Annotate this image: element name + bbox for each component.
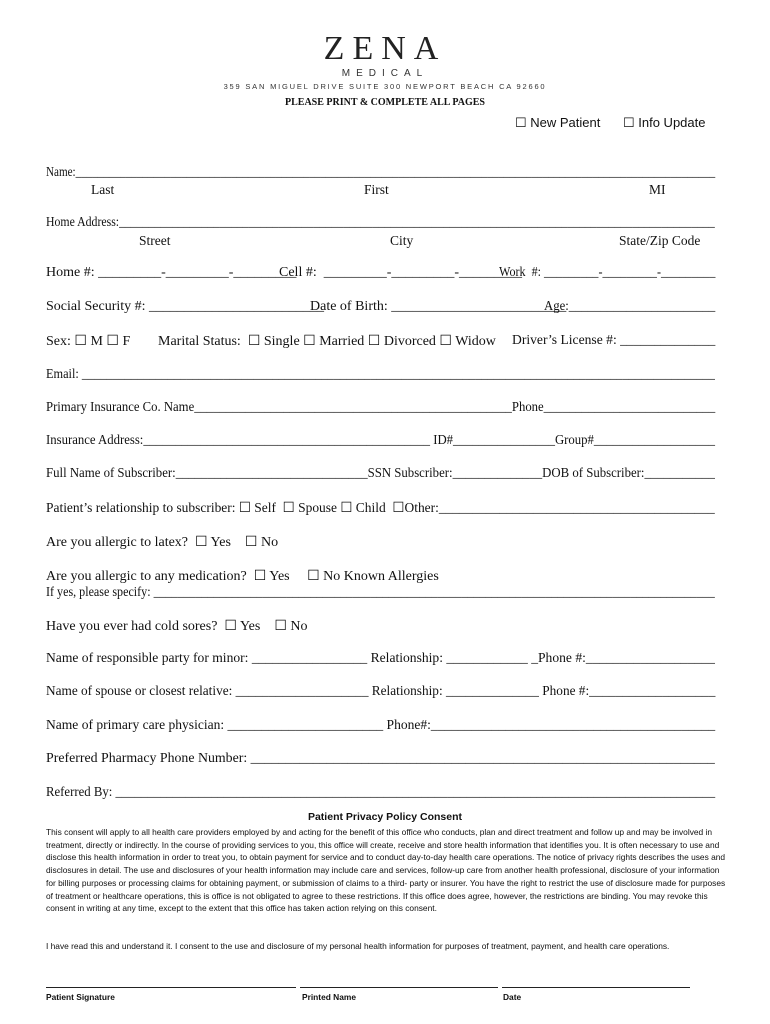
name-first-label: First <box>364 182 389 197</box>
address-state-zip-label: State/Zip Code <box>619 233 701 248</box>
privacy-policy-body: This consent will apply to all health care providers employed by and acting for the benefit of this office who conducts, plan and direct treatment and follow up and may be involved in treatment, directly or indirectly. In the course of providing services to you, this office will create, receive and store health information that identifies you. It is often necessary to use and disclose this health information in order to treat you, to obtain payment for service and to conduct day-to-day health care operations. The notice of privacy rights describes the uses and disclosures in detail. The use and disclosures of your health information may include care and services, follow-up care from another health professional, disclosure of your information for billing purposes or processing claims for obtaining payment, or submission of claims to a third- party or insurer. You have the right to restrict the use of disclosure made for purposes of treatment or healthcare operations, this is office is not obligated to agree to these restrictions. If this office does agree, however, the restrictions are binding. You may revoke this consent in writing at any time, except to the extent that this office has taken action relying on this consent. <box>46 827 726 914</box>
drivers-license-field[interactable]: Driver’s License #: ______________ <box>512 333 716 348</box>
printed-name-line[interactable] <box>300 987 498 988</box>
ssn-field[interactable]: Social Security #: _________________________ <box>46 299 325 314</box>
primary-physician-field[interactable]: Name of primary care physician: _______________________ Phone#:__________________________________________ <box>46 718 716 733</box>
printed-name-label: Printed Name <box>302 992 356 1002</box>
medication-allergy-checkboxes[interactable]: Are you allergic to any medication? ☐ Yes ☐ No Known Allergies <box>46 569 439 584</box>
new-patient-checkbox[interactable]: ☐ New Patient <box>515 115 601 130</box>
primary-insurance-field[interactable]: Primary Insurance Co. Name__________________________________________________Phone___________________________ <box>46 400 716 415</box>
address-street-label: Street <box>139 233 171 248</box>
print-instructions: PLEASE PRINT & COMPLETE ALL PAGES <box>285 97 485 108</box>
dob-field[interactable]: Date of Birth: _________________________ <box>310 299 567 314</box>
date-line[interactable] <box>502 987 690 988</box>
patient-signature-label: Patient Signature <box>46 992 115 1002</box>
subscriber-field[interactable]: Full Name of Subscriber:______________________________SSN Subscriber:______________DOB of Subscriber:___________ <box>46 466 715 481</box>
medication-specify-field[interactable]: If yes, please specify: _____________________________________________________________________________________________ <box>46 585 715 600</box>
address-city-label: City <box>390 233 414 248</box>
home-address-field[interactable]: Home Address:_____________________________________________________________________________________________________ <box>46 215 715 230</box>
email-field[interactable]: Email: _______________________________________________________________________________________________________ <box>46 367 715 382</box>
referred-by-field[interactable]: Referred By: ______________________________________________________________________________________________ <box>46 785 716 800</box>
responsible-party-field[interactable]: Name of responsible party for minor: _________________ Relationship: ____________ _Phone #:___________________ <box>46 651 715 666</box>
logo-subtitle: MEDICAL <box>341 68 429 79</box>
insurance-address-field[interactable]: Insurance Address:_____________________________________________ ID#________________Group#___________________ <box>46 433 715 448</box>
cold-sores-checkboxes[interactable]: Have you ever had cold sores? ☐ Yes ☐ No <box>46 619 308 634</box>
privacy-policy-title: Patient Privacy Policy Consent <box>307 811 463 823</box>
work-phone-field[interactable]: Work #: _________-_________-_________ <box>499 265 716 280</box>
consent-statement: I have read this and understand it. I consent to the use and disclosure of my personal health information for purposes of treatment, payment, and health care operations. <box>46 941 670 951</box>
spouse-relative-field[interactable]: Name of spouse or closest relative: ____________________ Relationship: ______________ Phone #:___________________ <box>46 684 716 699</box>
subscriber-relationship-field[interactable]: Patient’s relationship to subscriber: ☐ Self ☐ Spouse ☐ Child ☐Other:_________________________________________ <box>46 501 715 516</box>
clinic-address: 359 SAN MIGUEL DRIVE SUITE 300 NEWPORT BEACH CA 92660 <box>223 82 547 91</box>
name-field[interactable]: Name:___________________________________________________________________________________________________________________ <box>46 165 716 180</box>
name-mi-label: MI <box>649 182 666 197</box>
latex-allergy-checkboxes[interactable]: Are you allergic to latex? ☐ Yes ☐ No <box>46 535 279 550</box>
name-last-label: Last <box>91 182 115 197</box>
date-label: Date <box>503 992 522 1002</box>
patient-signature-line[interactable] <box>46 987 296 988</box>
logo-wordmark: ZENA <box>323 30 447 67</box>
sex-checkboxes[interactable]: Sex: ☐ M ☐ F <box>46 334 131 349</box>
pharmacy-phone-field[interactable]: Preferred Pharmacy Phone Number: ___________________________________________________________________ <box>46 751 715 766</box>
marital-status-checkboxes[interactable]: Marital Status: ☐ Single ☐ Married ☐ Divorced ☐ Widow <box>158 334 496 349</box>
age-field[interactable]: Age:_______________________ <box>544 299 716 314</box>
cell-phone-field[interactable]: Cell #: _________-_________-_________ <box>279 265 523 280</box>
home-phone-field[interactable]: Home #: _________-_________-_________ <box>46 265 297 280</box>
info-update-checkbox[interactable]: ☐ Info Update <box>623 115 706 130</box>
